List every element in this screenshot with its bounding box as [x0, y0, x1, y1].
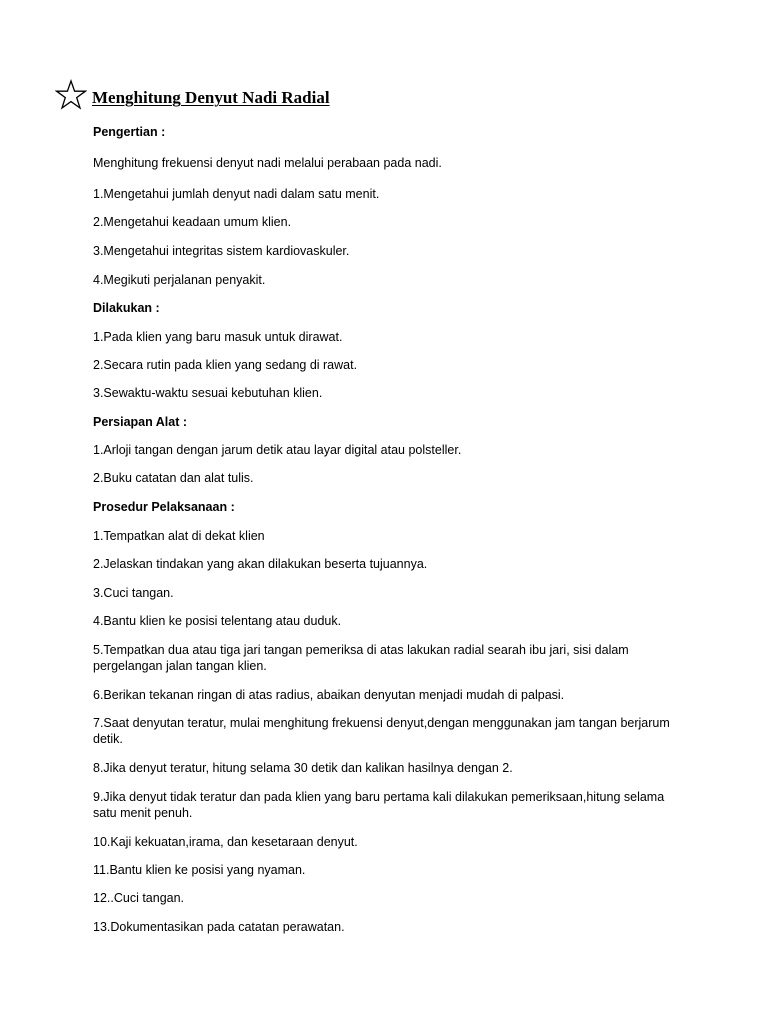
list-item: 1.Pada klien yang baru masuk untuk dirawat.	[93, 330, 343, 344]
list-item: 2.Buku catatan dan alat tulis.	[93, 471, 254, 485]
list-item: 1.Mengetahui jumlah denyut nadi dalam satu menit.	[93, 187, 380, 201]
list-item: 4.Bantu klien ke posisi telentang atau duduk.	[93, 614, 342, 628]
list-item: 2.Secara rutin pada klien yang sedang di rawat.	[93, 358, 358, 372]
list-item: 3.Cuci tangan.	[93, 586, 174, 600]
list-item: 8.Jika denyut teratur, hitung selama 30 detik dan kalikan hasilnya dengan 2.	[93, 761, 513, 775]
document-title: Menghitung Denyut Nadi Radial	[92, 88, 330, 107]
star-outline-icon	[55, 79, 87, 111]
list-item: 9.Jika denyut tidak teratur dan pada klien yang baru pertama kali dilakukan pemeriksaan,hitung selama satu menit penuh.	[93, 790, 665, 820]
list-item: 11.Bantu klien ke posisi yang nyaman.	[93, 863, 306, 877]
list-item: 12..Cuci tangan.	[93, 891, 185, 905]
list-item: 1.Arloji tangan dengan jarum detik atau layar digital atau polsteller.	[93, 443, 462, 457]
section-heading-prosedur: Prosedur Pelaksanaan :	[93, 500, 235, 514]
list-item: 3.Sewaktu-waktu sesuai kebutuhan klien.	[93, 386, 323, 400]
section-heading-persiapan-alat: Persiapan Alat :	[93, 415, 188, 429]
list-item: 5.Tempatkan dua atau tiga jari tangan pemeriksa di atas lakukan radial searah ibu jari, sisi dalam pergelangan jalan tangan klien.	[93, 643, 629, 673]
definition-text: Menghitung frekuensi denyut nadi melalui perabaan pada nadi.	[93, 156, 442, 170]
list-item: 7.Saat denyutan teratur, mulai menghitung frekuensi denyut,dengan menggunakan jam tangan berjarum detik.	[93, 716, 670, 746]
list-item: 1.Tempatkan alat di dekat klien	[93, 529, 265, 543]
list-item: 10.Kaji kekuatan,irama, dan kesetaraan denyut.	[93, 835, 358, 849]
list-item: 2.Jelaskan tindakan yang akan dilakukan beserta tujuannya.	[93, 557, 428, 571]
title-row	[55, 78, 330, 112]
list-item: 4.Megikuti perjalanan penyakit.	[93, 273, 266, 287]
section-heading-pengertian: Pengertian :	[93, 125, 166, 139]
section-heading-dilakukan: Dilakukan :	[93, 301, 160, 315]
list-item: 6.Berikan tekanan ringan di atas radius, abaikan denyutan menjadi mudah di palpasi.	[93, 688, 565, 702]
list-item: 13.Dokumentasikan pada catatan perawatan.	[93, 920, 345, 934]
list-item: 3.Mengetahui integritas sistem kardiovaskuler.	[93, 244, 350, 258]
list-item: 2.Mengetahui keadaan umum klien.	[93, 215, 292, 229]
